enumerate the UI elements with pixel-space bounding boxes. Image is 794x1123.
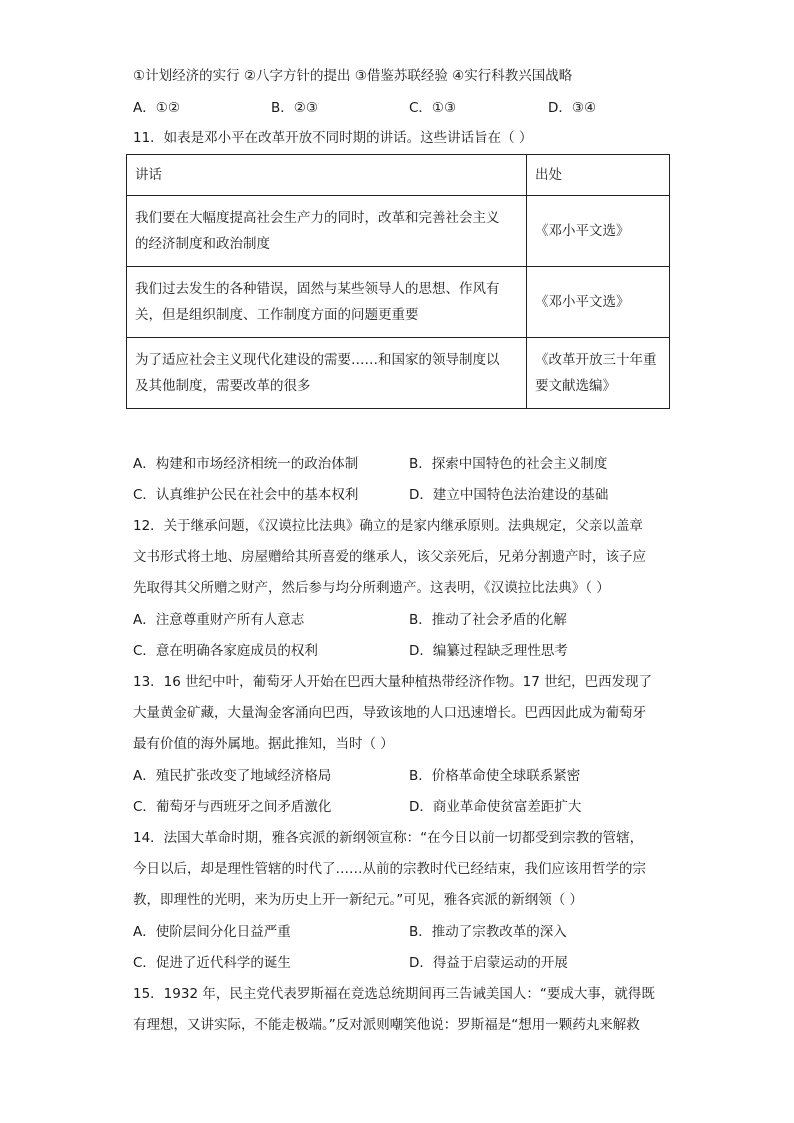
q13-option-a[interactable]: A．殖民扩张改变了地域经济格局 [133,768,332,784]
q14-option-b[interactable]: B．推动了宗教改革的深入 [409,924,567,940]
q14-stem-line: 今日以后，却是理性管辖的时代了……从前的宗教时代已经结束，我们应该用哲学的宗 [133,861,646,877]
q10-option-b[interactable]: B．②③ [271,100,318,116]
q11-table [126,154,670,409]
speech-line: 及其他制度，需要改革的很多 [135,378,311,394]
table-header-row [127,155,670,196]
speech-cell [127,196,527,267]
source-line: 《邓小平文选》 [535,223,630,239]
q13-stem-line: 大量黄金矿藏，大量淘金客涌向巴西，导致该地的人口迅速增长。巴西因此成为葡萄牙 [133,705,646,721]
source-line: 《邓小平文选》 [535,294,630,310]
source-line: 要文献选编》 [535,378,616,394]
speech-line: 关，但是组织制度、工作制度方面的问题更重要 [135,307,419,323]
q10-option-d[interactable]: D．③④ [548,100,597,116]
q10-option-c[interactable]: C．①③ [409,100,457,116]
q14-option-d[interactable]: D．得益于启蒙运动的开展 [409,955,568,971]
q15-stem-line: 有理想，又讲实际，不能走极端。”反对派则嘲笑他说：罗斯福是“想用一颗药丸来解救 [133,1017,640,1033]
q12-option-b[interactable]: B．推动了社会矛盾的化解 [409,612,567,628]
q11-stem: 11．如表是邓小平在改革开放不同时期的讲话。这些讲话旨在（ ） [133,130,533,146]
table-header-source: 出处 [527,155,670,196]
q12-option-d[interactable]: D．编纂过程缺乏理性思考 [409,643,568,659]
q11-option-d[interactable]: D．建立中国特色法治建设的基础 [409,487,609,503]
q13-stem-line: 13．16 世纪中叶，葡萄牙人开始在巴西大量种植热带经济作物。17 世纪，巴西发现了 [133,674,653,690]
source-cell [527,338,670,409]
q13-stem-line: 最有价值的海外属地。据此推知，当时（ ） [133,736,394,752]
q14-stem-line: 14．法国大革命时期，雅各宾派的新纲领宣称：“在今日以前一切都受到宗教的管辖， [133,830,644,846]
source-cell [527,196,670,267]
source-line: 《改革开放三十年重 [535,352,657,368]
speech-line: 我们过去发生的各种错误，固然与某些领导人的思想、作风有 [135,281,500,297]
q12-stem-line: 12．关于继承问题，《汉谟拉比法典》确立的是家内继承原则。法典规定，父亲以盖章 [133,518,643,534]
speech-cell [127,338,527,409]
q11-option-b[interactable]: B．探索中国特色的社会主义制度 [409,456,608,472]
speech-cell [127,267,527,338]
q10-items: ①计划经济的实行 ②八字方针的提出 ③借鉴苏联经验 ④实行科教兴国战略 [133,68,573,84]
q12-option-c[interactable]: C．意在明确各家庭成员的权利 [133,643,318,659]
speech-line: 我们要在大幅度提高社会生产力的同时，改革和完善社会主义 [135,210,500,226]
q12-stem-line: 先取得其父所赠之财产，然后参与均分所剩遗产。这表明，《汉谟拉比法典》（ ） [133,580,610,596]
table-row [127,196,670,267]
q12-option-a[interactable]: A．注意尊重财产所有人意志 [133,612,305,628]
speech-line: 为了适应社会主义现代化建设的需要……和国家的领导制度以 [135,352,500,368]
source-cell [527,267,670,338]
q13-option-d[interactable]: D．商业革命使贫富差距扩大 [409,799,582,815]
speech-line: 的经济制度和政治制度 [135,236,270,252]
q11-option-c[interactable]: C．认真维护公民在社会中的基本权利 [133,487,359,503]
q12-stem-line: 文书形式将土地、房屋赠给其所喜爱的继承人，该父亲死后，兄弟分割遗产时，该子应 [133,549,646,565]
q13-option-c[interactable]: C．葡萄牙与西班牙之间矛盾激化 [133,799,332,815]
table-row [127,338,670,409]
q14-option-c[interactable]: C．促进了近代科学的诞生 [133,955,291,971]
q14-option-a[interactable]: A．使阶层间分化日益严重 [133,924,291,940]
q14-stem-line: 教，即理性的光明，来为历史上开一新纪元。”可见，雅各宾派的新纲领（ ） [133,892,584,908]
q15-stem-line: 15．1932 年，民主党代表罗斯福在竞选总统期间再三告诫美国人：“要成大事，就得既 [133,986,655,1002]
q13-option-b[interactable]: B．价格革命使全球联系紧密 [409,768,581,784]
q10-option-a[interactable]: A．①② [133,100,180,116]
table-header-speech: 讲话 [127,155,527,196]
table-row [127,267,670,338]
q11-option-a[interactable]: A．构建和市场经济相统一的政治体制 [133,456,359,472]
